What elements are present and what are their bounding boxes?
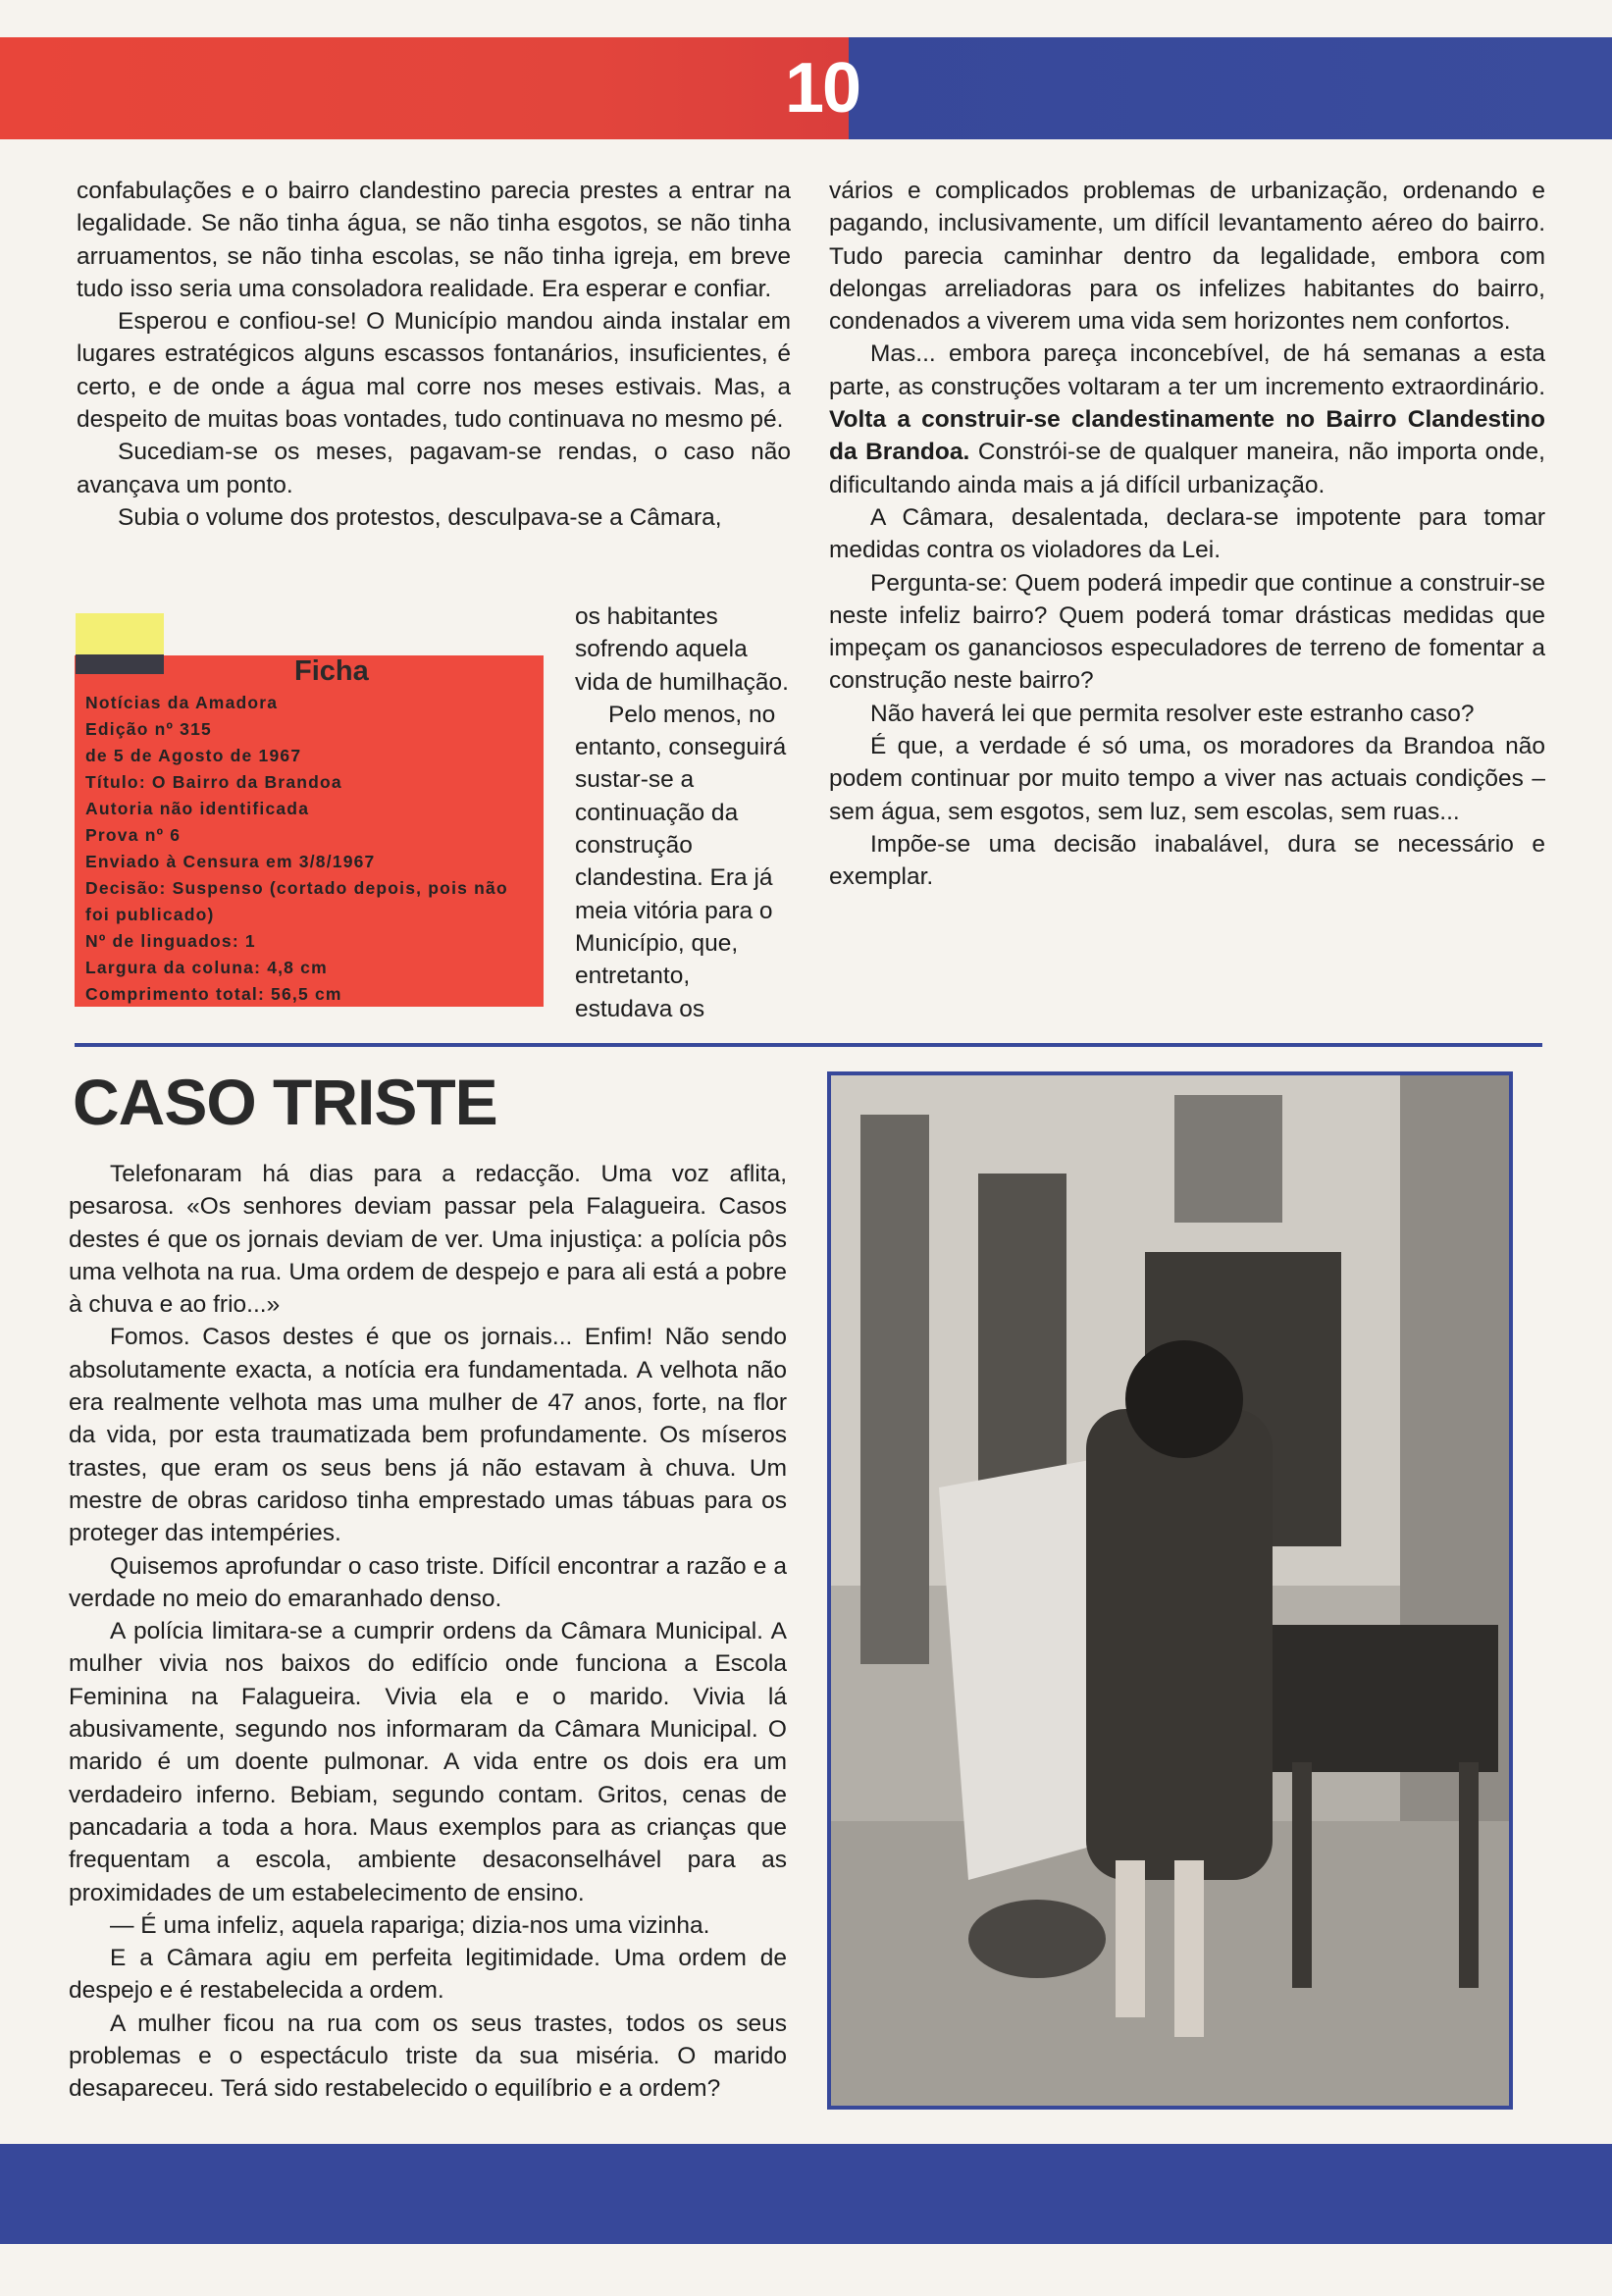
left-paragraph-4: Subia o volume dos protestos, desculpava-se a Câmara, xyxy=(118,503,722,531)
page-number: 10 xyxy=(784,49,860,128)
ficha-line: de 5 de Agosto de 1967 xyxy=(85,746,302,765)
ficha-title: Ficha xyxy=(294,655,369,687)
right-paragraph-2 xyxy=(829,338,1545,500)
header-band-red xyxy=(0,37,849,139)
street-photo xyxy=(831,1075,1509,2106)
right-paragraph-1: vários e complicados problemas de urbanização, ordenando e pagando, inclusivamente, um difícil levantamento aéreo do bairro. Tudo parecia caminhar dentro da legalidade, embora com delongas arreliadoras para os infelizes habitantes do bairro, condenados a viverem uma vida sem horizontes nem confortos. xyxy=(829,178,1545,336)
left-paragraph-3: Sucediam-se os meses, pagavam-se rendas, o caso não avançava um ponto. xyxy=(77,439,791,498)
right-paragraph-2-text-a: Mas... embora pareça inconcebível, de há semanas a esta parte, as construções voltaram a ter um incremento extraordinário. xyxy=(829,340,1545,400)
left-column-beside-ficha xyxy=(575,600,791,1025)
header-band-blue xyxy=(849,37,1612,139)
article-paragraph: Quisemos aprofundar o caso triste. Difícil encontrar a razão e a verdade no meio do emaranhado denso. xyxy=(69,1552,787,1612)
ficha-line: Comprimento total: 56,5 cm xyxy=(85,984,342,1004)
article-paragraph: E a Câmara agiu em perfeita legitimidade. Uma ordem de despejo e é restabelecida a ordem. xyxy=(69,1945,787,2005)
ficha-line: Nº de linguados: 1 xyxy=(85,931,256,951)
right-paragraph-5: Não haverá lei que permita resolver este estranho caso? xyxy=(870,700,1475,727)
ficha-dark-tab xyxy=(76,654,164,674)
beside-ficha-paragraph-2: Pelo menos, no entanto, conseguirá sustar-se a continuação da construção clandestina. Era já meia vitória para o Município, que, entretanto, estudava os xyxy=(575,701,787,1022)
ficha-yellow-tab xyxy=(76,613,164,654)
left-column xyxy=(77,175,791,534)
article-paragraph: A polícia limitara-se a cumprir ordens da Câmara Municipal. A mulher vivia nos baixos do edifício onde funciona a Escola Feminina na Falagueira. Vivia ela e o marido. Vivia lá abusivamente, segundo nos informaram da Câmara Municipal. O marido é um doente pulmonar. A vida entre os dois era um verdadeiro inferno. Bebiam, segundo contam. Gritos, cenas de pancadaria a toda a hora. Maus exemplos para as crianças que frequentam a escola, ambiente desaconselhável para as proximidades de um estabelecimento de ensino. xyxy=(69,1618,787,1906)
article-paragraph: A mulher ficou na rua com os seus trastes, todos os seus problemas e o espectáculo triste da sua miséria. O marido desapareceu. Terá sido restabelecido o equilíbrio e a ordem? xyxy=(69,2009,787,2103)
article-paragraph: — É uma infeliz, aquela rapariga; dizia-nos uma vizinha. xyxy=(110,1911,710,1939)
ficha-line: Notícias da Amadora xyxy=(85,693,279,712)
ficha-line: foi publicado) xyxy=(85,905,215,924)
right-paragraph-6: É que, a verdade é só uma, os moradores da Brandoa não podem continuar por muito tempo a viver nas actuais condições – sem água, sem esgotos, sem luz, sem escolas, sem ruas... xyxy=(829,733,1545,825)
ficha-line: Edição nº 315 xyxy=(85,719,212,739)
right-column xyxy=(829,175,1545,894)
ficha-line: Decisão: Suspenso (cortado depois, pois não xyxy=(85,878,508,898)
article-paragraph: Fomos. Casos destes é que os jornais... Enfim! Não sendo absolutamente exacta, a notícia era fundamentada. A velhota não era realmente velhota mas uma mulher de 47 anos, forte, na flor da vida, por esta traumatizada bem profundamente. Os míseros trastes, que eram os seus bens já não estavam à chuva. Um mestre de obras caridoso tinha emprestado umas tábuas para os proteger das intempéries. xyxy=(69,1324,787,1547)
photo-frame xyxy=(827,1071,1513,2110)
right-paragraph-2-bold: Volta a construir-se clandestinamente no Bairro Clandestino da Brandoa. xyxy=(829,406,1545,466)
left-paragraph-2: Esperou e confiou-se! O Município mandou ainda instalar em lugares estratégicos alguns escassos fontanários, insuficientes, é certo, e de onde a água mal corre nos meses estivais. Mas, a despeito de muitas boas vontades, tudo continuava no mesmo pé. xyxy=(77,308,791,434)
ficha-line: Enviado à Censura em 3/8/1967 xyxy=(85,852,376,871)
section-divider xyxy=(75,1043,1542,1047)
ficha-line: Largura da coluna: 4,8 cm xyxy=(85,958,328,977)
article-headline: CASO TRISTE xyxy=(73,1066,497,1138)
right-paragraph-2-text-b: Constrói-se de qualquer maneira, não importa onde, dificultando ainda mais a já difícil urbanização. xyxy=(829,439,1545,498)
ficha-line: Autoria não identificada xyxy=(85,799,310,818)
ficha-line: Prova nº 6 xyxy=(85,825,182,845)
left-paragraph-1: confabulações e o bairro clandestino parecia prestes a entrar na legalidade. Se não tinha água, se não tinha esgotos, se não tinha arruamentos, se não tinha escolas, se não tinha igreja, em breve tudo isso seria uma consoladora realidade. Era esperar e confiar. xyxy=(77,178,791,302)
right-paragraph-7: Impõe-se uma decisão inabalável, dura se necessário e exemplar. xyxy=(829,830,1545,891)
footer-band xyxy=(0,2144,1612,2244)
article-body xyxy=(69,1158,787,2106)
ficha-details xyxy=(85,690,542,1008)
right-paragraph-3: A Câmara, desalentada, declara-se impotente para tomar medidas contra os violadores da Lei. xyxy=(829,503,1545,564)
ficha-line: Título: O Bairro da Brandoa xyxy=(85,772,342,792)
article-paragraph: Telefonaram há dias para a redacção. Uma voz aflita, pesarosa. «Os senhores deviam passar pela Falagueira. Casos destes é que os jornais deviam de ver. Uma injustiça: a polícia pôs uma velhota na rua. Uma ordem de despejo e para ali está a pobre à chuva e ao frio...» xyxy=(69,1161,787,1319)
beside-ficha-paragraph-1: os habitantes sofrendo aquela vida de humilhação. xyxy=(575,603,789,696)
right-paragraph-4: Pergunta-se: Quem poderá impedir que continue a construir-se neste infeliz bairro? Quem poderá tomar drásticas medidas que impeçam os gananciosos especuladores de terreno de fomentar a construção neste bairro? xyxy=(829,569,1545,695)
